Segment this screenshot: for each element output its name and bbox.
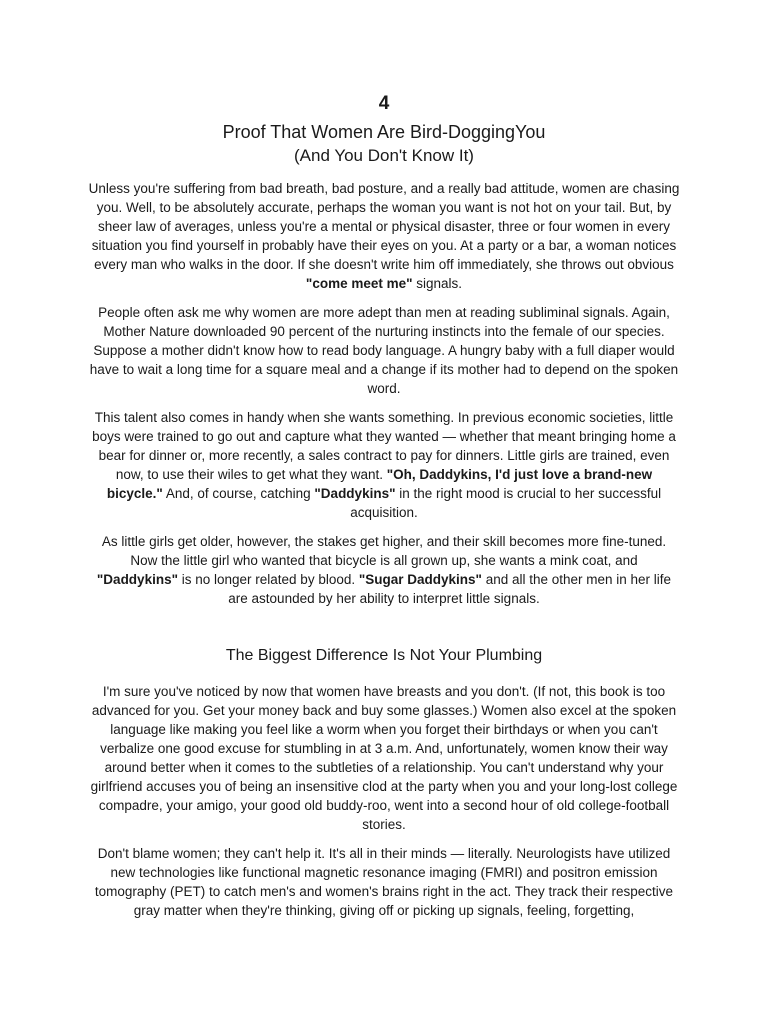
chapter-subtitle: (And You Don't Know It) <box>294 146 474 165</box>
paragraph-4: As little girls get older, however, the stakes get higher, and their skill becomes more fine-tuned. Now the little girl who wanted that bicycle is all grown up, she wants a mink coat, and "Daddykins" is no longer related by blood. "Sugar Daddykins" and all the other men in her life are astounded by her ability to interpret little signals. <box>96 534 672 606</box>
chapter-title: Proof That Women Are Bird-DoggingYou <box>222 122 546 142</box>
section-heading: The Biggest Difference Is Not Your Plumbing <box>225 647 543 664</box>
quote-bold: "Daddykins" <box>96 572 178 587</box>
paragraph-1: Unless you're suffering from bad breath, bad posture, and a really bad attitude, women are chasing you. Well, to be absolutely accurate, perhaps the woman you want is not hot on your tail. But, by sheer law of averages, unless you're a mental or physical disaster, three or four women in every situation you find yourself in probably have their eyes on you. At a party or a bar, a woman notices every man who walks in the door. If she doesn't write him off immediately, she throws out obvious "come meet me" signals. <box>88 181 680 291</box>
quote-bold: "come meet me" <box>305 276 413 291</box>
paragraph-2: People often ask me why women are more adept than men at reading subliminal signals. Again, Mother Nature downloaded 90 percent of the nurturing instincts into the female of our species. Suppose a mother didn't know how to read body language. A hungry baby with a full diaper would have to wait a long time for a square meal and a change if its mother had to depend on the spoken word. <box>89 305 679 396</box>
quote-bold: "Sugar Daddykins" <box>358 572 482 587</box>
section-paragraph-1: I'm sure you've noticed by now that women have breasts and you don't. (If not, this book is too advanced for you. Get your money back and buy some glasses.) Women also excel at the spoken language like making you feel like a worm when you forget their birthdays or when you can't verbalize one good excuse for stumbling in at 3 a.m. And, unfortunately, women know their way around better when it comes to the subtleties of a relationship. You can't understand why your girlfriend accuses you of being an insensitive clod at the party when you and your long-lost college compadre, your amigo, your good old buddy-roo, went into a second hour of old college-football stories. <box>90 684 678 832</box>
quote-bold: "Daddykins" <box>314 486 396 501</box>
paragraph-3: This talent also comes in handy when she wants something. In previous economic societies, little boys were trained to go out and capture what they wanted — whether that meant bringing home a bear for dinner or, more recently, a sales contract to pay for dinners. Little girls are trained, even now, to use their wiles to get what they want. "Oh, Daddykins, I'd just love a brand-new bicycle." And, of course, catching "Daddykins" in the right mood is crucial to her successful acquisition. <box>92 410 676 520</box>
document-page <box>88 92 680 920</box>
quote-bold: "Oh, Daddykins, I'd just love a brand-new bicycle." <box>106 467 653 501</box>
chapter-number: 4 <box>378 93 390 114</box>
section-paragraph-2: Don't blame women; they can't help it. It's all in their minds — literally. Neurologists have utilized new technologies like functional magnetic resonance imaging (FMRI) and positron emission tomography (PET) to catch men's and women's brains right in the act. They track their respective gray matter when they're thinking, giving off or picking up signals, feeling, forgetting, <box>94 846 674 918</box>
